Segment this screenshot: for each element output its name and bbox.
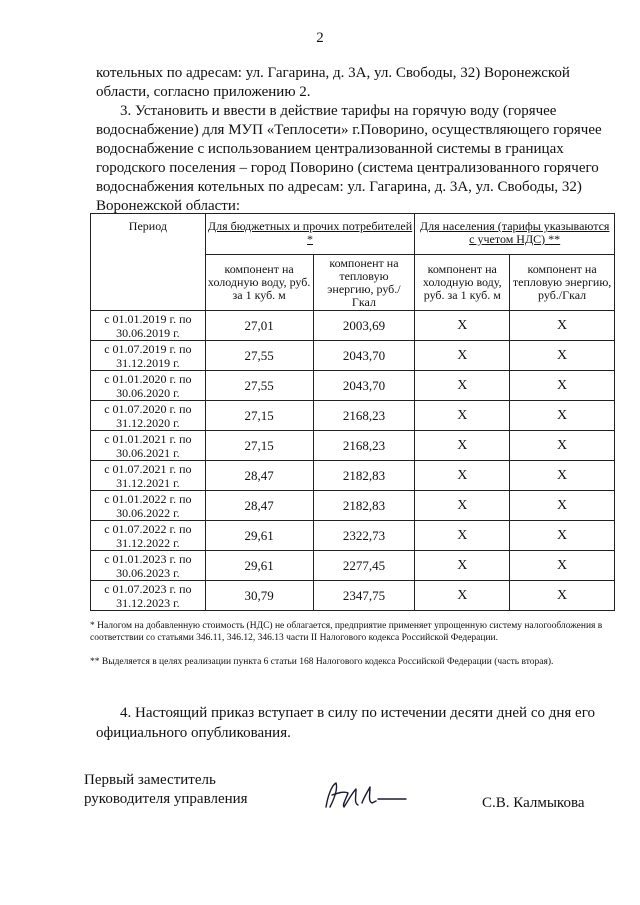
paragraph-line: котельных по адресам: ул. Гагарина, д. 3А, ул. Свободы, 32) Воронежской <box>96 65 570 81</box>
signatory-position-line: Первый заместитель <box>84 772 216 788</box>
cell-period: с 01.07.2023 г. по 31.12.2023 г. <box>91 581 206 611</box>
cell-population-cold: X <box>415 461 510 491</box>
footnote-vat-exempt: * Налогом на добавленную стоимость (НДС) не облагается, предприятие применяет упрощенную систему налогообложения в соответствии со статьями 346.11, 346.12, 346.13 части II Налогового кодекса Российской Федерации. <box>90 621 603 643</box>
paragraph-continuation <box>96 64 618 102</box>
cell-population-cold: X <box>415 551 510 581</box>
cell-period: с 01.01.2022 г. по 30.06.2022 г. <box>91 491 206 521</box>
cell-cold-water: 27,15 <box>205 431 313 461</box>
paragraph-line: 4. Настоящий приказ вступает в силу по истечении десяти дней со дня его <box>120 705 595 721</box>
cell-population-cold: X <box>415 431 510 461</box>
signatory-position-line: руководителя управления <box>84 791 248 807</box>
cell-heat: 2347,75 <box>313 581 415 611</box>
cell-population-heat: X <box>510 401 615 431</box>
cell-period: с 01.07.2022 г. по 31.12.2022 г. <box>91 521 206 551</box>
cell-population-cold: X <box>415 311 510 341</box>
paragraph-line: 3. Установить и ввести в действие тарифы на горячую воду (горячее <box>120 103 557 119</box>
cell-heat: 2322,73 <box>313 521 415 551</box>
paragraph-line: водоснабжения котельных по адресам: ул. Гагарина, д. 3А, ул. Свободы, 32) <box>96 179 582 195</box>
cell-population-cold: X <box>415 521 510 551</box>
header-heat-budget: компонент на тепловую энергию, руб./Гкал <box>313 255 415 311</box>
cell-period: с 01.01.2019 г. по 30.06.2019 г. <box>91 311 206 341</box>
header-cold-water-budget: компонент на холодную воду, руб. за 1 куб. м <box>205 255 313 311</box>
cell-heat: 2182,83 <box>313 461 415 491</box>
paragraph-line: официального опубликования. <box>96 725 291 741</box>
cell-period: с 01.01.2020 г. по 30.06.2020 г. <box>91 371 206 401</box>
table-row <box>91 431 615 461</box>
cell-population-heat: X <box>510 551 615 581</box>
cell-cold-water: 27,15 <box>205 401 313 431</box>
tariff-table <box>90 213 615 611</box>
table-row <box>91 491 615 521</box>
cell-population-cold: X <box>415 401 510 431</box>
table-row <box>91 551 615 581</box>
cell-heat: 2003,69 <box>313 311 415 341</box>
cell-cold-water: 27,55 <box>205 341 313 371</box>
cell-cold-water: 29,61 <box>205 521 313 551</box>
cell-period: с 01.07.2021 г. по 31.12.2021 г. <box>91 461 206 491</box>
cell-cold-water: 30,79 <box>205 581 313 611</box>
header-population-group: Для населения (тарифы указываются с учетом НДС) ** <box>415 214 615 255</box>
footnote-vat-allocated: ** Выделяется в целях реализации пункта 6 статьи 168 Налогового кодекса Российской Федерации (часть вторая). <box>90 657 554 667</box>
cell-population-heat: X <box>510 581 615 611</box>
cell-population-cold: X <box>415 341 510 371</box>
header-heat-population: компонент на тепловую энергию, руб./Гкал <box>510 255 615 311</box>
table-row <box>91 371 615 401</box>
cell-cold-water: 28,47 <box>205 461 313 491</box>
table-row <box>91 461 615 491</box>
cell-population-heat: X <box>510 521 615 551</box>
paragraph-line: водоснабжение) для МУП «Теплосети» г.Поворино, осуществляющего горячее <box>96 122 602 138</box>
cell-heat: 2182,83 <box>313 491 415 521</box>
signatory-name: С.В. Калмыкова <box>482 795 585 811</box>
paragraph-line: области, согласно приложению 2. <box>96 84 311 100</box>
header-period: Период <box>91 214 206 311</box>
page-number: 2 <box>316 30 324 46</box>
table-row <box>91 341 615 371</box>
header-cold-water-population: компонент на холодную воду, руб. за 1 куб. м <box>415 255 510 311</box>
cell-population-cold: X <box>415 491 510 521</box>
table-header-row <box>91 214 615 255</box>
paragraph-line: водоснабжение с использованием централизованной системы в границах <box>96 141 564 157</box>
cell-population-heat: X <box>510 461 615 491</box>
paragraph-line: городского поселения – город Поворино (система централизованного горячего <box>96 160 599 176</box>
cell-population-heat: X <box>510 371 615 401</box>
cell-cold-water: 27,01 <box>205 311 313 341</box>
cell-cold-water: 27,55 <box>205 371 313 401</box>
cell-cold-water: 28,47 <box>205 491 313 521</box>
cell-heat: 2043,70 <box>313 371 415 401</box>
cell-period: с 01.07.2019 г. по 31.12.2019 г. <box>91 341 206 371</box>
cell-heat: 2277,45 <box>313 551 415 581</box>
cell-period: с 01.01.2021 г. по 30.06.2021 г. <box>91 431 206 461</box>
handwritten-signature <box>318 777 418 817</box>
cell-population-heat: X <box>510 431 615 461</box>
cell-period: с 01.07.2020 г. по 31.12.2020 г. <box>91 401 206 431</box>
table-row <box>91 581 615 611</box>
cell-period: с 01.01.2023 г. по 30.06.2023 г. <box>91 551 206 581</box>
cell-population-heat: X <box>510 341 615 371</box>
paragraph-3 <box>96 102 618 216</box>
header-budget-group: Для бюджетных и прочих потребителей * <box>205 214 415 255</box>
paragraph-line: Воронежской области: <box>96 198 241 214</box>
cell-population-cold: X <box>415 581 510 611</box>
cell-population-heat: X <box>510 491 615 521</box>
signatory-position <box>84 771 248 809</box>
cell-heat: 2168,23 <box>313 431 415 461</box>
cell-heat: 2168,23 <box>313 401 415 431</box>
table-row <box>91 521 615 551</box>
cell-population-heat: X <box>510 311 615 341</box>
table-row <box>91 401 615 431</box>
table-row <box>91 311 615 341</box>
cell-population-cold: X <box>415 371 510 401</box>
paragraph-4 <box>96 703 618 743</box>
cell-cold-water: 29,61 <box>205 551 313 581</box>
cell-heat: 2043,70 <box>313 341 415 371</box>
